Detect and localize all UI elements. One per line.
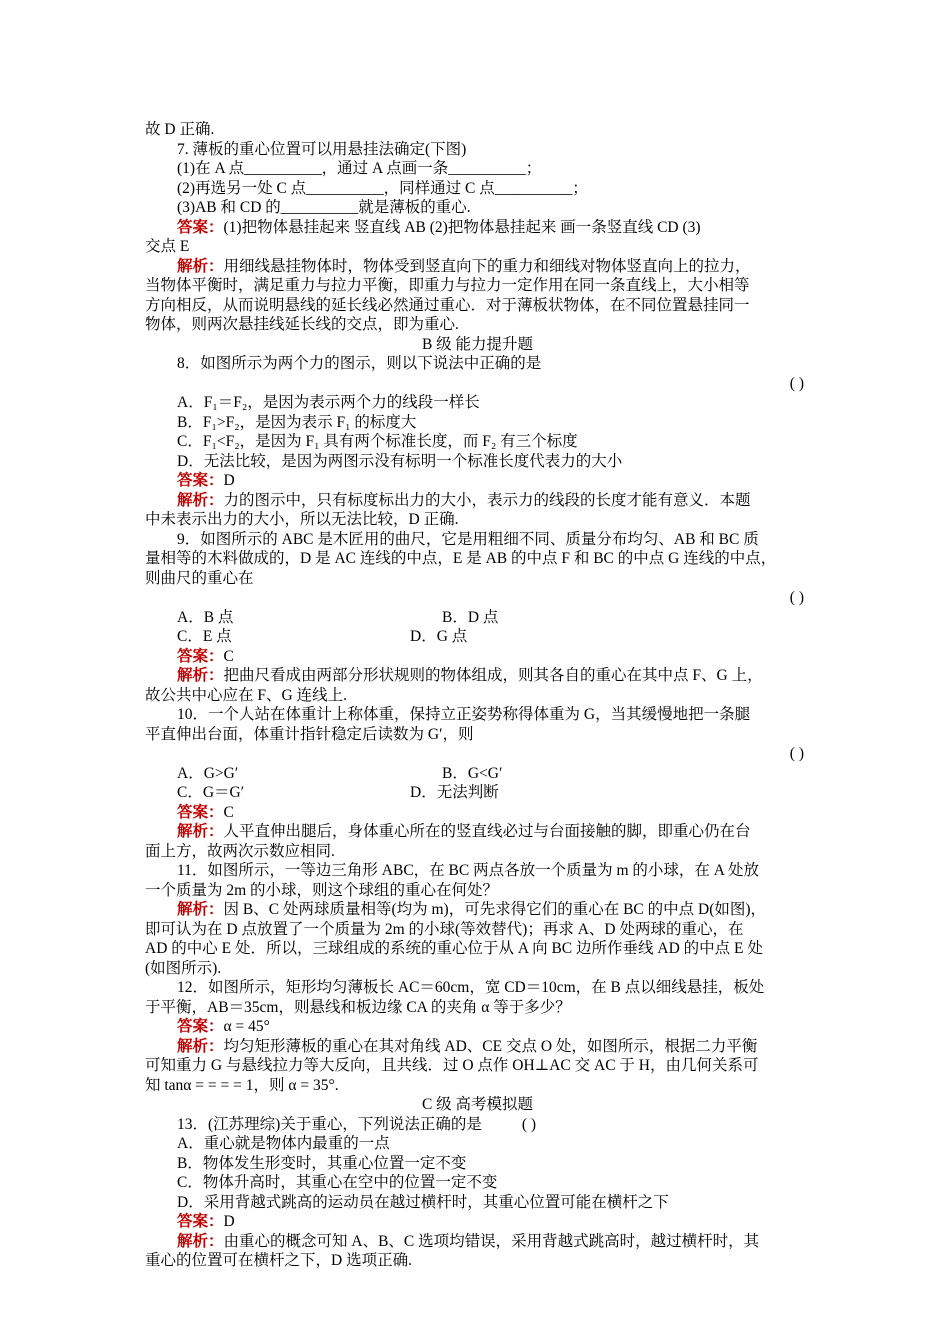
answer-line [145,1017,810,1037]
text-line: 当物体平衡时，满足重力与拉力平衡，即重力与拉力一定作用在同一条直线上，大小相等 [145,277,750,294]
answer-text: α = 45° [223,1018,270,1035]
analysis-text: 人平直伸出腿后，身体重心所在的竖直线必过与台面接触的脚，即重心仍在台 [223,823,751,840]
options-row [145,783,810,803]
answer-paren: ( ) [521,1115,537,1133]
answer-text: C [223,647,234,665]
answer-line [145,218,810,238]
option-b: B．物体发生形变时，其重心位置一定不变 [177,1154,467,1172]
analysis-label: 解析： [177,901,224,918]
question-10-stem: 10．一个人站在体重计上称体重，保持立正姿势称得体重为 G，当其缓慢地把一条腿 [177,706,751,723]
text-line: 物体，则两次悬挂线延长线的交点，即为重心. [145,316,459,333]
analysis-label: 解析： [177,823,224,840]
option-c: C．物体升高时，其重心在空中的位置一定不变 [177,1174,498,1191]
document-page [145,120,810,1271]
option-b: B．G<G′ [442,764,503,782]
options-row [145,764,810,784]
analysis-line [145,1232,810,1252]
option-d: D．G 点 [410,628,468,645]
analysis-line [145,491,810,511]
answer-text: C [223,803,234,821]
text-line: 故 D 正确. [145,121,215,138]
answer-line [145,803,810,823]
question-7-step-1: (1)在 A 点__________，通过 A 点画一条__________； [177,160,542,177]
text-line: 方向相反，从而说明悬线的延长线必然通过重心．对于薄板状物体，在不同位置悬挂同一 [145,296,750,314]
text-line: 交点 E [145,238,190,255]
question-8-stem: 8．如图所示为两个力的图示，则以下说法中正确的是 [177,355,542,372]
answer-label: 答案： [177,218,224,236]
answer-paren-row [145,744,810,764]
text-line: 则曲尺的重心在 [145,569,254,587]
analysis-line [145,900,810,920]
analysis-label: 解析： [177,257,224,275]
analysis-text: 均匀矩形薄板的重心在其对角线 AD、CE 交点 O 处，如图所示，根据二力平衡 [223,1037,758,1055]
analysis-line [145,1037,810,1057]
text-line: 知 tanα = = = = 1，则 α = 35°. [145,1076,339,1094]
answer-paren-row [145,588,810,608]
text-line: 故公共中心应在 F、G 连线上. [145,686,347,704]
answer-text: D [223,472,235,489]
answer-line [145,647,810,667]
text-line: 量相等的木料做成的，D 是 AC 连线的中点，E 是 AB 的中点 F 和 BC 的中点 G 连线的中点， [145,550,777,567]
analysis-label: 解析： [177,491,224,509]
question-9-stem: 9．如图所示的 ABC 是木匠用的曲尺，它是用粗细不同、质量分布均匀、AB 和 BC 质 [177,530,759,548]
answer-label: 答案： [177,472,224,489]
analysis-line [145,257,810,277]
option-a: A．B 点 [177,608,234,626]
option-a: A．F₁＝F₂，是因为表示两个力的线段一样长 [177,394,480,411]
text-line: 平直伸出台面，体重计指针稳定后读数为 G′，则 [145,725,474,743]
option-c: C．F₁<F₂，是因为 F₁ 具有两个标准长度，而 F₂ 有三个标度 [177,433,578,450]
question-13-text: 13．(江苏理综)关于重心，下列说法正确的是 [177,1115,482,1133]
text-line: 一个质量为 2m 的小球，则这个球组的重心在何处？ [145,881,499,899]
analysis-label: 解析： [177,1037,224,1055]
question-11-stem: 11．如图所示，一等边三角形 ABC，在 BC 两点各放一个质量为 m 的小球，在 A 处放 [177,862,759,879]
question-12-stem: 12．如图所示，矩形均匀薄板长 AC＝60cm，宽 CD＝10cm，在 B 点以细线悬挂，板处 [177,979,765,996]
options-row [145,627,810,647]
analysis-text: 因 B、C 处两球质量相等(均为 m)，可先求得它们的重心在 BC 的中点 D(如图)， [223,901,767,918]
text-line: 即可认为在 D 点放置了一个质量为 2m 的小球(等效替代)；再求 A、D 处两球的重心，在 [145,920,744,938]
question-7-stem: 7. 薄板的重心位置可以用悬挂法确定(下图) [177,140,467,158]
text-line: 于平衡，AB＝35cm，则悬线和板边缘 CA 的夹角 α 等于多少？ [145,998,571,1016]
option-c: C．G＝G′ [177,784,245,801]
text-line: 面上方，故两次示数应相同. [145,842,335,860]
text-line: 中未表示出力的大小，所以无法比较，D 正确. [145,511,459,528]
answer-paren: ( ) [789,589,804,606]
option-b: B．F₁>F₂，是因为表示 F₁ 的标度大 [177,413,417,431]
option-b: B．D 点 [442,608,499,626]
answer-label: 答案： [177,647,224,665]
analysis-text: 力的图示中，只有标度标出力的大小，表示力的线段的长度才能有意义．本题 [223,491,751,509]
analysis-label: 解析： [177,1232,224,1250]
text-line: AD 的中心 E 处．所以，三球组成的系统的重心位于从 A 向 BC 边所作垂线 AD 的中点 E 处 [145,940,763,957]
answer-paren: ( ) [789,374,804,392]
section-heading-c: C 级 高考模拟题 [421,1096,534,1113]
answer-line [145,471,810,491]
analysis-text: 把曲尺看成由两部分形状规则的物体组成，则其各自的重心在其中点 F、G 上， [223,667,763,684]
section-heading-b: B 级 能力提升题 [421,335,534,353]
option-d: D．无法判断 [410,784,499,801]
question-7-step-3: (3)AB 和 CD 的__________就是薄板的重心. [177,199,471,216]
analysis-line [145,822,810,842]
analysis-label: 解析： [177,667,224,684]
analysis-text: 用细线悬挂物体时，物体受到竖直向下的重力和细线对物体竖直向上的拉力， [223,257,751,275]
question-7-step-2: (2)再选另一处 C 点__________，同样通过 C 点__________； [177,179,588,197]
analysis-text: 由重心的概念可知 A、B、C 选项均错误，采用背越式跳高时，越过横杆时，其 [223,1232,760,1250]
answer-text: (1)把物体悬挂起来 竖直线 AB (2)把物体悬挂起来 画一条竖直线 CD (3) [223,218,701,236]
answer-label: 答案： [177,1213,224,1230]
text-line: 可知重力 G 与悬线拉力等大反向，且共线．过 O 点作 OH⊥AC 交 AC 于 H，由几何关系可 [145,1057,759,1074]
option-c: C．E 点 [177,628,232,645]
answer-paren-row [145,374,810,394]
answer-paren: ( ) [789,745,804,762]
answer-label: 答案： [177,803,224,821]
option-a: A．重心就是物体内最重的一点 [177,1135,390,1152]
option-a: A．G>G′ [177,764,239,782]
answer-text: D [223,1213,235,1230]
text-line: 重心的位置可在横杆之下，D 选项正确. [145,1252,412,1269]
option-d: D．无法比较，是因为两图示没有标明一个标准长度代表力的大小 [177,452,623,470]
analysis-line [145,666,810,686]
answer-line [145,1212,810,1232]
option-d: D．采用背越式跳高的运动员在越过横杆时，其重心位置可能在横杆之下 [177,1193,669,1211]
question-13-stem [145,1115,810,1135]
text-line: (如图所示). [145,959,222,977]
answer-label: 答案： [177,1018,224,1035]
options-row [145,608,810,628]
